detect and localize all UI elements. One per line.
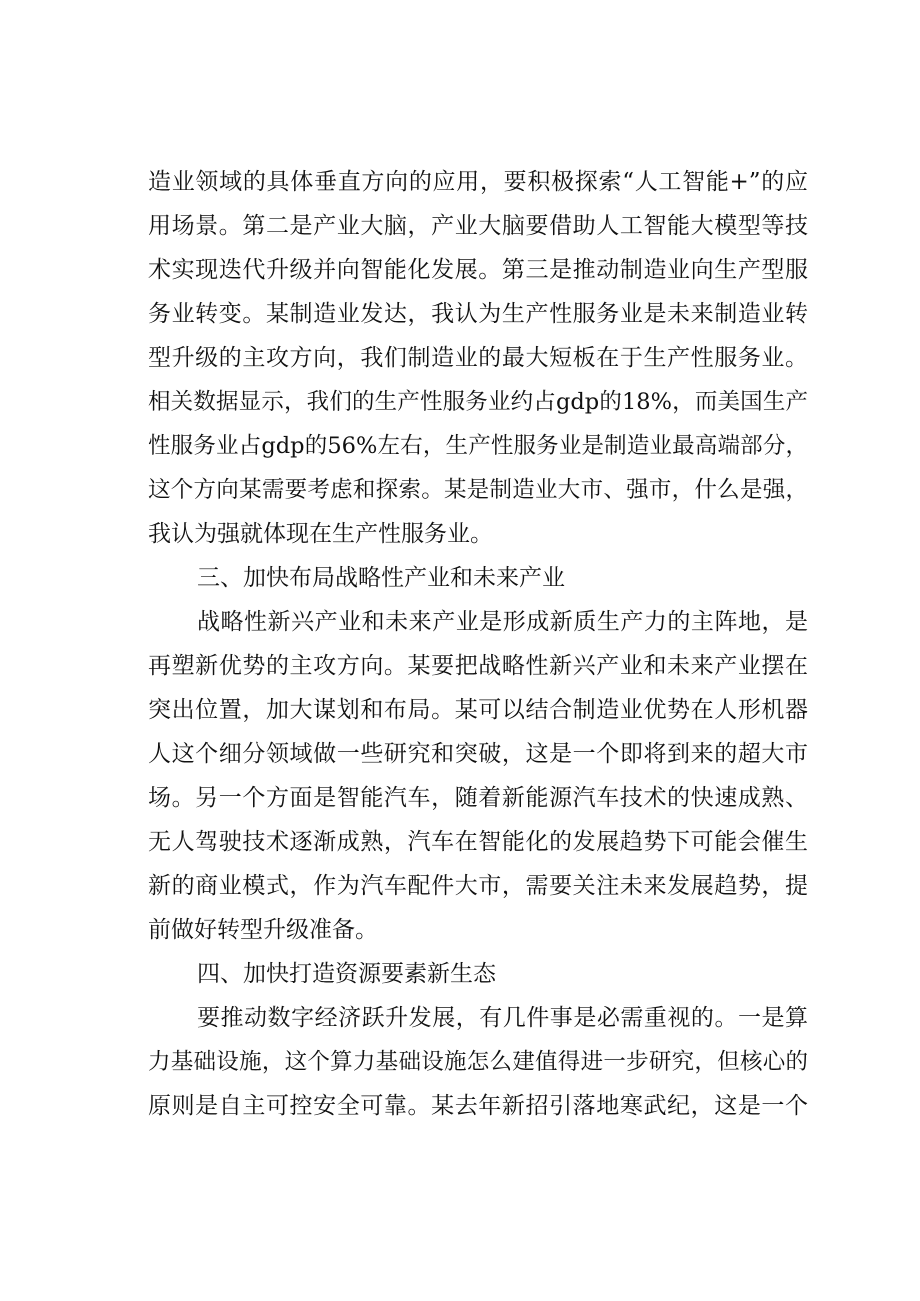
paragraph-line: 前做好转型升级准备。 [148,917,378,943]
paragraph-line: 新的商业模式，作为汽车配件大市，需要关注未来发展趋势，提 [148,873,808,899]
paragraph-line: 人这个细分领域做一些研究和突破，这是一个即将到来的超大市 [148,741,808,767]
section-heading: 四、加快打造资源要素新生态 [197,961,496,987]
paragraph-line: 务业转变。某制造业发达，我认为生产性服务业是未来制造业转 [148,301,808,327]
paragraph-line: 力基础设施，这个算力基础设施怎么建值得进一步研究，但核心的 [148,1049,808,1075]
paragraph-line: 造业领域的具体垂直方向的应用，要积极探索“人工智能+”的应 [148,169,808,195]
paragraph-line: 无人驾驶技术逐渐成熟，汽车在智能化的发展趋势下可能会催生 [148,829,808,855]
paragraph-line: 性服务业占gdp的56%左右，生产性服务业是制造业最高端部分， [148,433,808,459]
paragraph-line: 场。另一个方面是智能汽车，随着新能源汽车技术的快速成熟、 [148,785,808,811]
paragraph-line: 用场景。第二是产业大脑，产业大脑要借助人工智能大模型等技 [148,213,808,239]
paragraph-line: 再塑新优势的主攻方向。某要把战略性新兴产业和未来产业摆在 [148,653,808,679]
paragraph-line: 战略性新兴产业和未来产业是形成新质生产力的主阵地，是 [197,609,808,635]
paragraph-line: 突出位置，加大谋划和布局。某可以结合制造业优势在人形机器 [148,697,808,723]
paragraph-line: 我认为强就体现在生产性服务业。 [148,521,493,547]
paragraph-line: 术实现迭代升级并向智能化发展。第三是推动制造业向生产型服 [148,257,808,283]
paragraph-line: 要推动数字经济跃升发展，有几件事是必需重视的。一是算 [197,1005,808,1031]
paragraph-line: 型升级的主攻方向，我们制造业的最大短板在于生产性服务业。 [148,345,808,371]
section-heading: 三、加快布局战略性产业和未来产业 [197,565,565,591]
paragraph-line: 这个方向某需要考虑和探索。某是制造业大市、强市，什么是强， [148,477,808,503]
paragraph-line: 相关数据显示，我们的生产性服务业约占gdp的18%，而美国生产 [148,389,808,415]
paragraph-line: 原则是自主可控安全可靠。某去年新招引落地寒武纪，这是一个 [148,1093,808,1119]
